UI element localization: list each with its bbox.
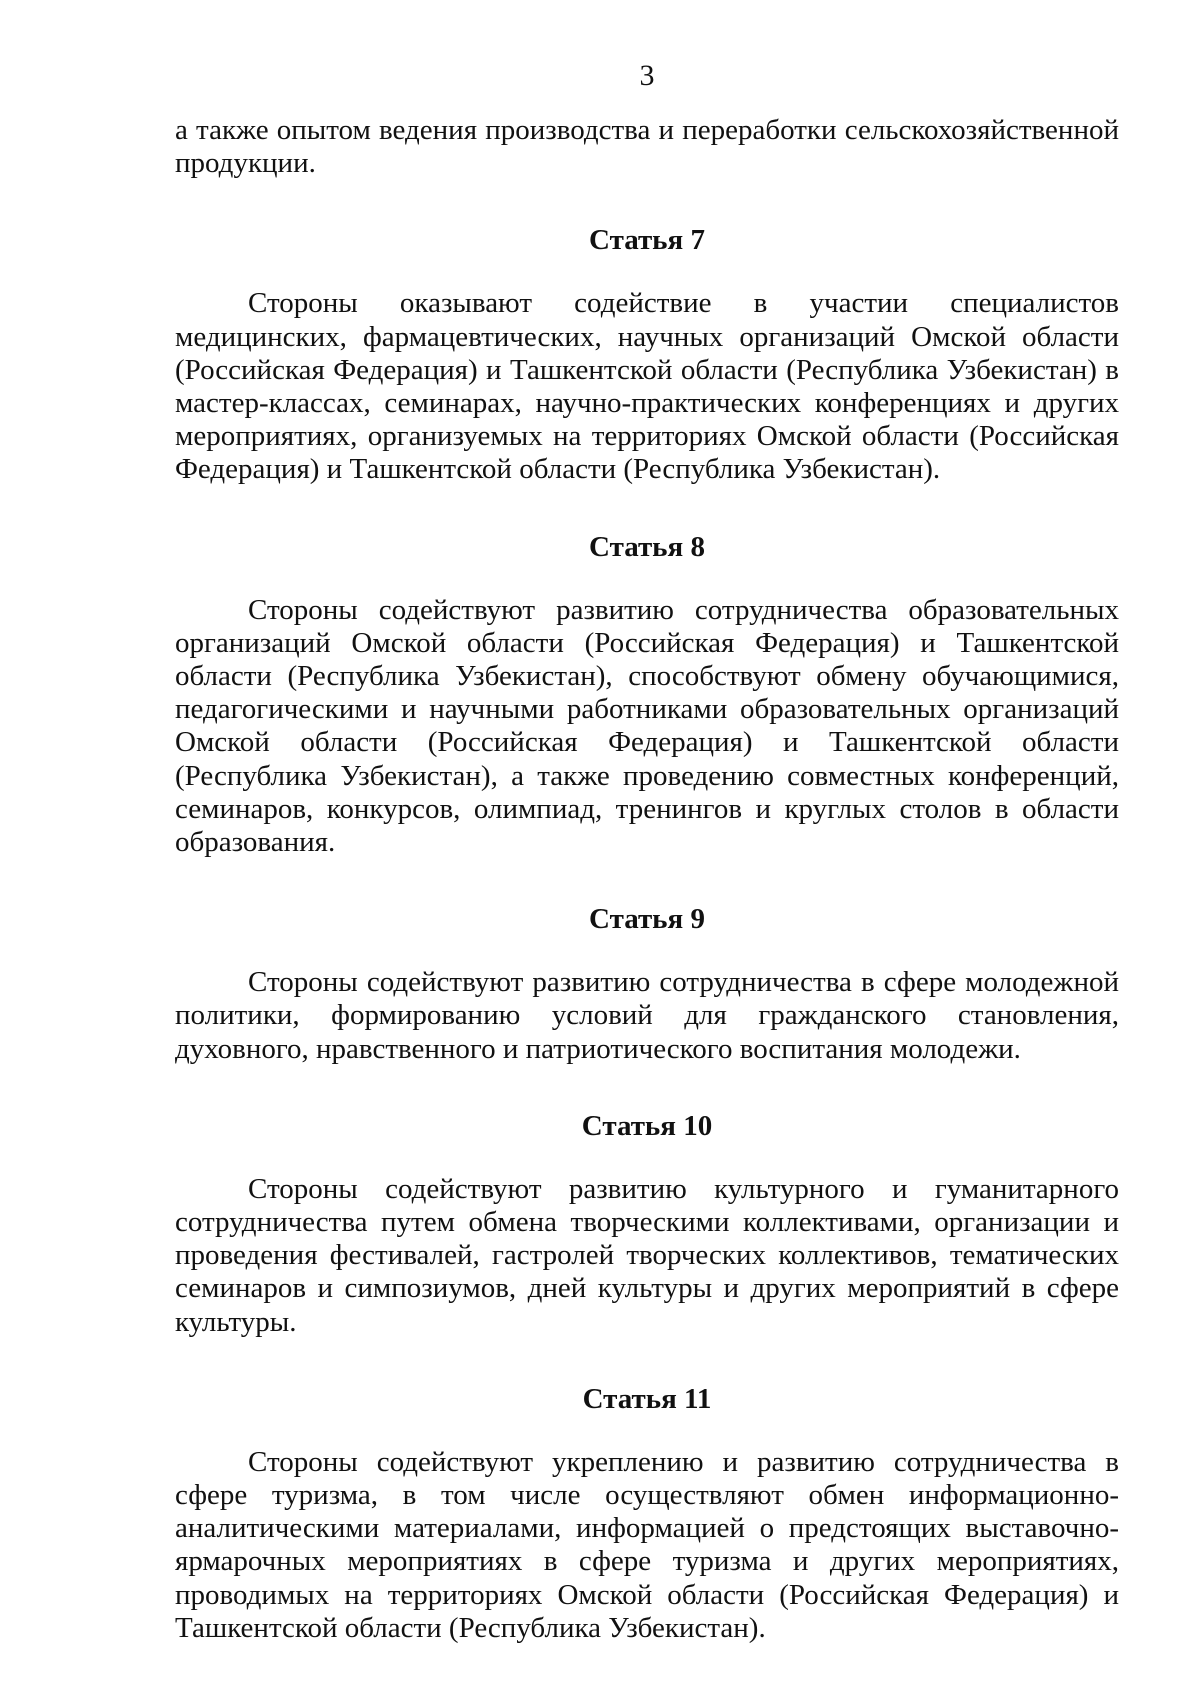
article-9-text: Стороны содействуют развитию сотрудничества в сфере молодежной политики, формированию условий для гражданского становления, духовного, нравственного и патриотического воспитания молодежи. xyxy=(175,966,1119,1065)
article-7-text: Стороны оказывают содействие в участии специалистов медицинских, фармацевтических, научных организаций Омской области (Российская Федерация) и Ташкентской области (Республика Узбекистан) в мастер-классах, семинарах, научно-практических конференциях и других мероприятиях, организуемых на территориях Омской области (Российская Федерация) и Ташкентской области (Республика Узбекистан). xyxy=(175,287,1119,486)
article-7-heading: Статья 7 xyxy=(589,224,705,257)
article-10-text: Стороны содействуют развитию культурного и гуманитарного сотрудничества путем обмена творческими коллективами, организации и проведения фестивалей, гастролей творческих коллективов, тематических семинаров и симпозиумов, дней культуры и других мероприятий в сфере культуры. xyxy=(175,1172,1119,1338)
article-9-heading: Статья 9 xyxy=(589,903,705,936)
page-number: 3 xyxy=(639,59,655,92)
document-page xyxy=(175,58,1119,1645)
article-11-text: Стороны содействуют укреплению и развитию сотрудничества в сфере туризма, в том числе осуществляют обмен информационно-аналитическими материалами, информацией о предстоящих выставочно-ярмарочных мероприятиях в сфере туризма и других мероприятиях, проводимых на территориях Омской области (Российская Федерация) и Ташкентской области (Республика Узбекистан). xyxy=(175,1445,1119,1644)
article-11-heading: Статья 11 xyxy=(582,1382,712,1415)
article-10-heading: Статья 10 xyxy=(581,1109,713,1142)
article-8-text: Стороны содействуют развитию сотрудничества образовательных организаций Омской области (Российская Федерация) и Ташкентской области (Республика Узбекистан), способствуют обмену обучающимися, педагогическими и научными работниками образовательных организаций Омской области (Российская Федерация) и Ташкентской области (Республика Узбекистан), а также проведению совместных конференций, семинаров, конкурсов, олимпиад, тренингов и круглых столов в области образования. xyxy=(175,593,1119,859)
article-8-heading: Статья 8 xyxy=(589,530,705,563)
intro-paragraph: а также опытом ведения производства и переработки сельскохозяйственной продукции. xyxy=(175,114,1119,180)
